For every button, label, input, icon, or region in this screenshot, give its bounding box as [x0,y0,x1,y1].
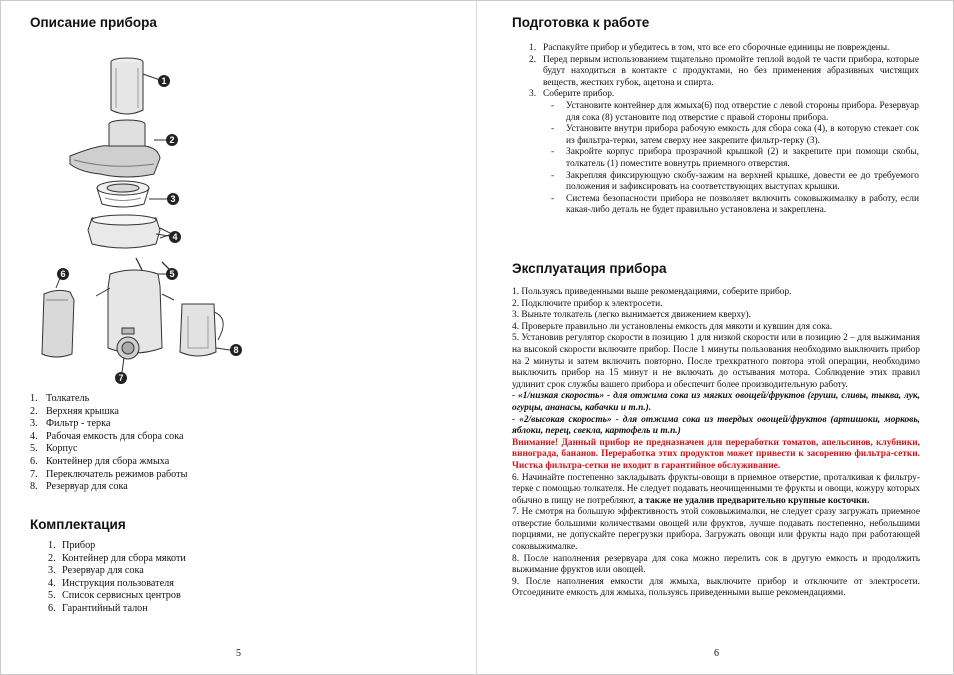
list-item: 8. Резервуар для сока [30,481,128,493]
speed-high-note: - «2/высокая скорость» - для отжима сока из твердых овощей/фруктов (артишоки, морковь, яблоки, перец, свекла, картофель и т.п.) [512,414,920,437]
ops-step-1: 1. Пользуясь приведенными выше рекомендациями, соберите прибор. [512,287,792,297]
prep-title: Подготовка к работе [512,15,650,30]
list-item: 2. Верхняя крышка [30,405,119,417]
list-item: 4. Инструкция пользователя [48,577,174,589]
list-item: - Закрепляя фиксирующую скобу-зажим на верхней крышке, довести ее до требуемого положения и зафиксировать на соответствующих выступах крышки. [551,170,919,193]
list-item: - Установите внутри прибора рабочую емкость для сбора сока (4), в которую стекает сок из фильтра-терки, затем сверху нее закрепите фильтр-терку (3). [551,124,919,146]
ops-step-6: 6. Начинайте постепенно закладывать фрукты-овощи в приемное отверстие, проталкивая к фильтру-терке с помощью толкателя. Не следует подавать неочищенными те фрукты и овощи, кожуру которых обычно в пищу не потребляют, а также не удалив предварительно крупные косточки. [512,472,920,506]
callout-7: 7 [118,373,124,383]
kit-title: Комплектация [30,517,126,532]
bowl-illustration [88,215,172,248]
ops-step-2: 2. Подключите прибор к электросети. [512,298,663,309]
callout-6: 6 [60,269,66,279]
ops-step-9: 9. После наполнения емкости для жмыха, выключите прибор и отключите от электросети. Отсоедините емкость для жмыха, пользуясь приведенными выше рекомендациями. [512,576,920,599]
list-item: 2. Контейнер для сбора мякоти [48,552,186,564]
list-item: 5. Корпус [30,443,78,455]
ops-step-4: 4. Проверьте правильно ли установлены емкость для мякоти и кувшин для сока. [512,321,833,332]
description-title: Описание прибора [30,15,157,30]
ops-step-3: 3. Выньте толкатель (легко вынимается движением кверху). [512,310,751,321]
list-item: 5. Список сервисных центров [48,590,181,602]
speed-low-note: - «1/низкая скорость» - для отжима сока из мягких овощей/фруктов (груши, сливы, тыква, лук, огурцы, ананасы, кабачки и т.п.). [512,391,920,413]
list-item: 2. Перед первым использованием тщательно промойте теплой водой те части прибора, которые будут находиться в контакте с продуктами, но без применения абразивных чистящих веществ, жестких губок, ацетона и спирта. [529,54,919,88]
page-number-left: 5 [236,648,241,659]
ops-step-7: 7. Не смотря на большую эффективность этой соковыжималки, не следует сразу загружать приемное отверстие большими количествами овощей или фруктов, лучше подавать постепенно, небольшими порциями, не допускайте перегрузки прибора. Загружать овощи или фрукты надо при работающей соковыжималке. [512,507,920,553]
prep-section [529,43,919,217]
pusher-illustration [111,58,143,114]
ops-title: Эксплуатация прибора [512,261,667,276]
callout-3: 3 [170,194,176,204]
callout-8: 8 [233,345,239,355]
body-illustration [96,258,174,359]
warning-note: Внимание! Данный прибор не предназначен для переработки томатов, апельсинов, клубники, винограда, бананов. Переработка этих продуктов может привести к засорению фильтра-сетки. Чистка фильтра-сетки не входит в гарантийное обслуживание. [512,437,920,471]
list-item: 3. Соберите прибор. [529,89,615,100]
juicer-exploded-diagram [30,48,260,388]
page-number-right: 6 [714,648,719,659]
list-item: - Система безопасности прибора не позволяет включить соковыжималку в работу, если какая-либо деталь не будет правильно установлена и закреплена. [551,193,919,216]
callout-4: 4 [172,232,178,242]
list-item: 6. Гарантийный талон [48,602,148,614]
callout-2: 2 [169,135,175,145]
list-item: 4. Рабочая емкость для сбора сока [30,430,184,442]
list-item: 1. Толкатель [30,393,90,404]
list-item: 7. Переключатель режимов работы [30,468,188,480]
ops-step-5: 5. Установив регулятор скорости в позицию 1 для низкой скорости или в позицию 2 – для выжимания на высокой скорости включите прибор. После 1 минуты пользования необходимо выключить прибор на 2 минуты и затем включить повторно. После трехкратного повтора этой операции, необходимо выключить прибор на 15 минут и не включать до остывания мотора. Соблюдение этих правил удлинит срок службы вашего прибора и обеспечит более производительную работу. [512,333,920,390]
list-item: 1. Распакуйте прибор и убедитесь в том, что все его сборочные единицы не повреждены. [529,43,890,53]
parts-list [30,393,187,494]
list-item: - Установите контейнер для жмыха(6) под отверстие с левой стороны прибора. Резервуар для сока (8) установите под отверстие с правой стороны прибора. [551,100,919,123]
list-item: 1. Прибор [48,540,96,551]
list-item: - Закройте корпус прибора прозрачной крышкой (2) и закрепите при помощи скобы, толкатель (1) поместите вовнутрь приемного отверстия. [551,147,919,169]
pulp-container-illustration [42,290,74,357]
lid-illustration [70,120,160,177]
callout-5: 5 [169,269,175,279]
filter-illustration [97,181,149,207]
kit-list [48,540,186,616]
list-item: 3. Резервуар для сока [48,565,144,577]
ops-section [512,287,920,600]
page-divider [476,0,477,675]
list-item: 3. Фильтр - терка [30,418,111,430]
list-item: 6. Контейнер для сбора жмыха [30,455,170,467]
callout-1: 1 [161,76,167,86]
ops-step-8: 8. После наполнения резервуара для сока можно перелить сок в другую емкость и продолжить выжимание фруктов или овощей. [512,553,920,576]
